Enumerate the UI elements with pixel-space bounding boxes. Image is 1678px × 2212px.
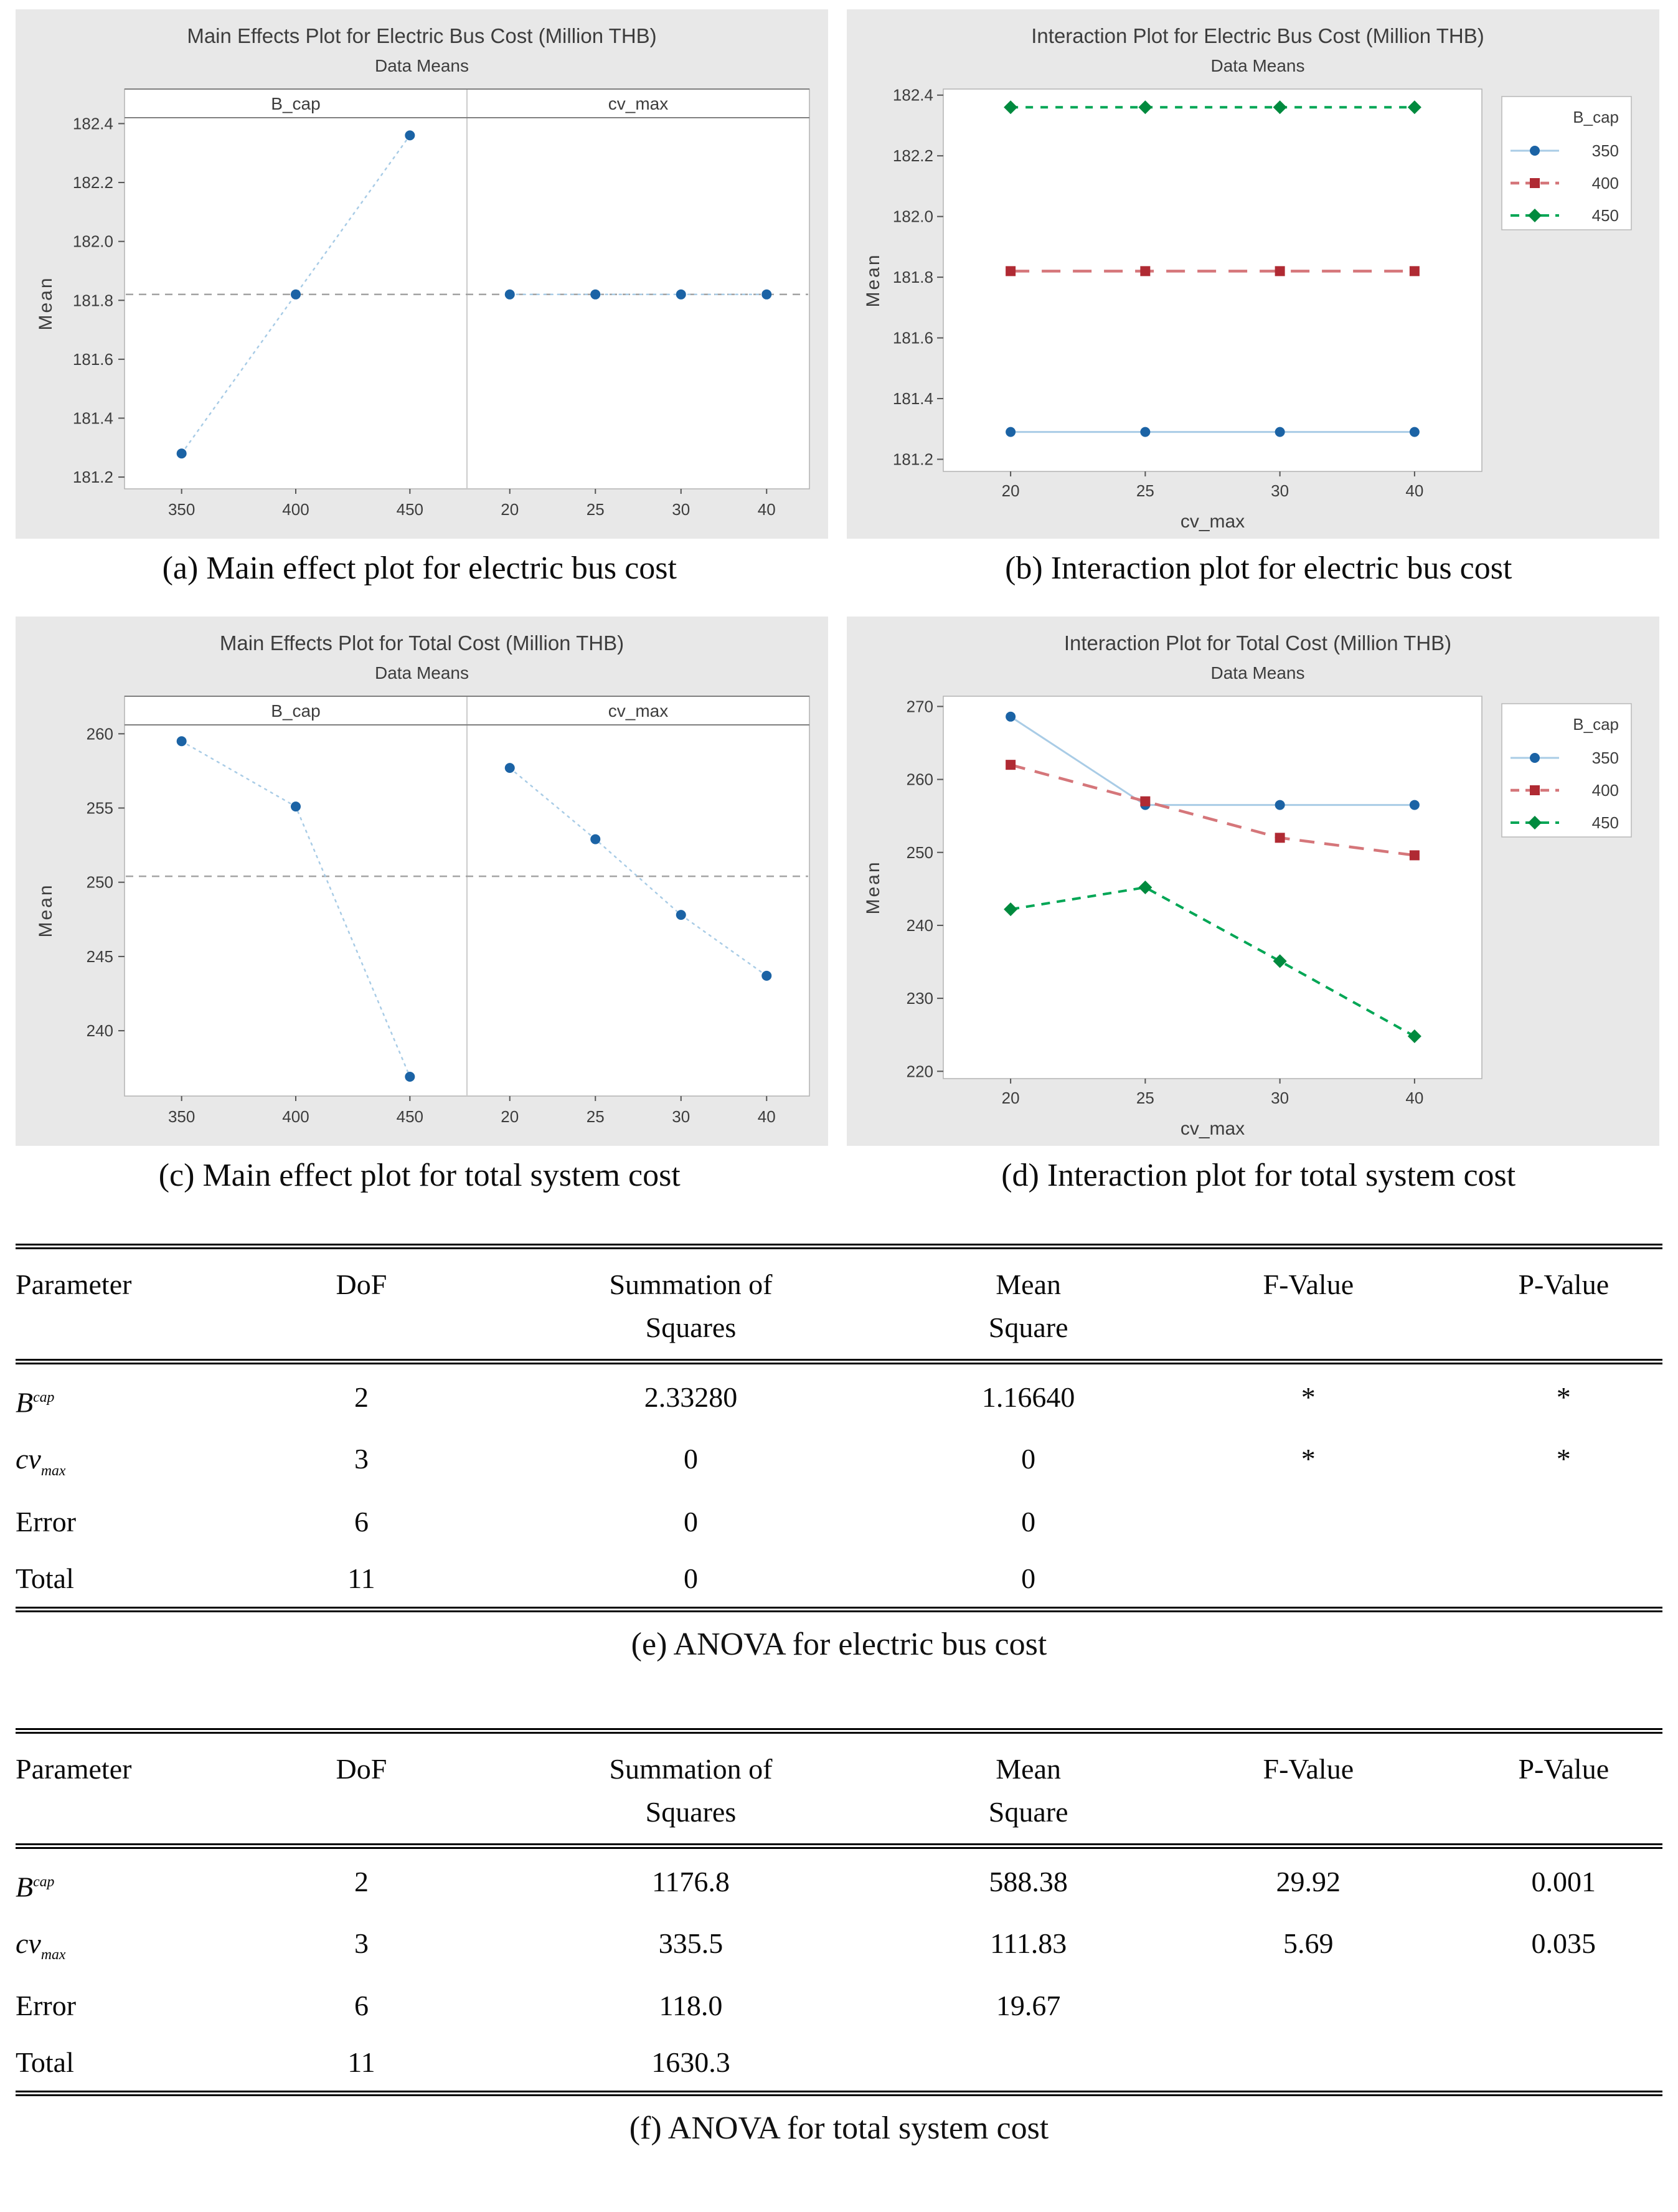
y-tick-label: 260 — [87, 724, 113, 743]
panel-label: B_cap — [271, 701, 320, 721]
table-row — [16, 1846, 1662, 1915]
circle-marker — [1275, 800, 1285, 810]
y-tick-label: 270 — [907, 697, 933, 716]
parameter-cell: Total — [16, 1550, 246, 1610]
x-tick-label: 30 — [672, 1107, 690, 1126]
parameter-cell: Total — [16, 2034, 246, 2094]
value-cell: * — [1465, 1430, 1662, 1493]
y-tick-label: 250 — [907, 843, 933, 862]
value-cell: 118.0 — [477, 1977, 905, 2034]
value-cell: 0 — [905, 1430, 1152, 1493]
parameter-cell: $cv_{max}$ — [16, 1430, 246, 1493]
table-row — [16, 1430, 1662, 1493]
table-row — [16, 1550, 1662, 1610]
chart-title: Main Effects Plot for Electric Bus Cost (Million THB) — [187, 24, 656, 47]
value-cell: 0 — [477, 1430, 905, 1493]
square-marker — [1410, 266, 1420, 276]
square-marker — [1410, 850, 1420, 860]
circle-marker — [1275, 427, 1285, 437]
y-axis-label: Mean — [863, 253, 884, 307]
x-tick-label: 30 — [1271, 1089, 1289, 1107]
column-header: Parameter — [16, 1731, 246, 1846]
column-header: DoF — [246, 1731, 476, 1846]
circle-marker — [291, 801, 301, 811]
chart-subtitle: Data Means — [375, 663, 469, 683]
x-tick-label: 25 — [1136, 1089, 1154, 1107]
circle-marker — [1006, 427, 1016, 437]
column-header: Mean Square — [905, 1247, 1152, 1362]
value-cell: * — [1152, 1362, 1465, 1431]
y-tick-label: 182.4 — [73, 114, 113, 133]
chart-subtitle: Data Means — [375, 56, 469, 75]
x-tick-label: 25 — [587, 1107, 605, 1126]
value-cell: 2 — [246, 1362, 476, 1431]
caption-d: (d) Interaction plot for total system cost — [839, 1157, 1678, 1194]
caption-a: (a) Main effect plot for electric bus cost — [0, 550, 839, 587]
y-tick-label: 181.2 — [73, 468, 113, 486]
x-tick-label: 350 — [168, 1107, 195, 1126]
y-tick-label: 230 — [907, 989, 933, 1008]
x-tick-label: 40 — [1405, 481, 1423, 500]
chart-subtitle: Data Means — [1211, 663, 1305, 683]
y-tick-label: 181.4 — [73, 409, 113, 427]
circle-marker — [761, 971, 771, 981]
value-cell — [1152, 1977, 1465, 2034]
table-row — [16, 2034, 1662, 2094]
x-tick-label: 400 — [282, 1107, 309, 1126]
legend — [1502, 97, 1631, 230]
chart-main-effects-total-cost — [16, 617, 828, 1146]
circle-marker — [1410, 800, 1420, 810]
y-axis-label: Mean — [35, 883, 56, 937]
value-cell: 6 — [246, 1493, 476, 1550]
value-cell: 19.67 — [905, 1977, 1152, 2034]
circle-marker — [505, 290, 515, 300]
table-body — [16, 1362, 1662, 1610]
legend-item-label: 450 — [1592, 813, 1619, 832]
column-header: Mean Square — [905, 1731, 1152, 1846]
square-marker — [1006, 266, 1016, 276]
header-row — [16, 1731, 1662, 1846]
column-header: F-Value — [1152, 1247, 1465, 1362]
y-tick-label: 250 — [87, 873, 113, 892]
square-marker — [1275, 833, 1285, 843]
value-cell: 0.001 — [1465, 1846, 1662, 1915]
value-cell: 2 — [246, 1846, 476, 1915]
y-axis-label: Mean — [35, 276, 56, 330]
value-cell: * — [1152, 1430, 1465, 1493]
x-tick-label: 40 — [1405, 1089, 1423, 1107]
caption-c: (c) Main effect plot for total system cost — [0, 1157, 839, 1194]
chart-row-bottom — [0, 617, 1678, 1146]
y-tick-label: 181.6 — [893, 329, 933, 347]
chart-title: Interaction Plot for Total Cost (Million THB) — [1064, 631, 1451, 655]
y-tick-label: 260 — [907, 770, 933, 789]
table-header — [16, 1247, 1662, 1362]
parameter-cell: $cv_{max}$ — [16, 1915, 246, 1977]
value-cell: 0.035 — [1465, 1915, 1662, 1977]
x-tick-label: 25 — [1136, 481, 1154, 500]
circle-marker — [761, 290, 771, 300]
y-tick-label: 181.2 — [893, 450, 933, 469]
table-row — [16, 1977, 1662, 2034]
legend — [1502, 704, 1631, 837]
y-tick-label: 220 — [907, 1062, 933, 1080]
value-cell — [1465, 2034, 1662, 2094]
x-tick-label: 30 — [1271, 481, 1289, 500]
circle-marker — [590, 834, 600, 844]
x-tick-label: 20 — [501, 1107, 519, 1126]
y-tick-label: 240 — [907, 916, 933, 935]
value-cell — [905, 2034, 1152, 2094]
x-tick-label: 450 — [397, 1107, 423, 1126]
x-axis-label: cv_max — [1181, 1118, 1245, 1139]
caption-e: (e) ANOVA for electric bus cost — [0, 1626, 1678, 1663]
value-cell — [1465, 1550, 1662, 1610]
panel-label: B_cap — [271, 94, 320, 113]
value-cell: 1630.3 — [477, 2034, 905, 2094]
x-tick-label: 20 — [501, 500, 519, 519]
x-tick-label: 30 — [672, 500, 690, 519]
legend-item-label: 400 — [1592, 781, 1619, 800]
table-row — [16, 1362, 1662, 1431]
parameter-cell: Error — [16, 1493, 246, 1550]
y-tick-label: 182.4 — [893, 86, 933, 105]
x-tick-label: 20 — [1002, 481, 1020, 500]
header-row — [16, 1247, 1662, 1362]
column-header: P-Value — [1465, 1731, 1662, 1846]
value-cell: 1176.8 — [477, 1846, 905, 1915]
square-marker — [1275, 266, 1285, 276]
parameter-cell: $B^{cap}$ — [16, 1362, 246, 1431]
column-header: Parameter — [16, 1247, 246, 1362]
caption-row-bottom — [0, 1157, 1678, 1194]
column-header: Summation of Squares — [477, 1247, 905, 1362]
y-tick-label: 181.4 — [893, 389, 933, 408]
table-row — [16, 1915, 1662, 1977]
value-cell: 11 — [246, 2034, 476, 2094]
y-tick-label: 181.8 — [73, 291, 113, 310]
value-cell: 11 — [246, 1550, 476, 1610]
anova-table-block-e — [0, 1244, 1678, 1663]
square-marker — [1530, 785, 1540, 795]
value-cell — [1465, 1977, 1662, 2034]
caption-row-top — [0, 550, 1678, 587]
circle-marker — [505, 763, 515, 773]
value-cell: 1.16640 — [905, 1362, 1152, 1431]
square-marker — [1006, 760, 1016, 770]
caption-f: (f) ANOVA for total system cost — [0, 2110, 1678, 2147]
value-cell — [1465, 1493, 1662, 1550]
value-cell: * — [1465, 1362, 1662, 1431]
square-marker — [1530, 178, 1540, 188]
x-tick-label: 40 — [758, 1107, 776, 1126]
square-marker — [1140, 266, 1150, 276]
main-effects-bus-cost-plot — [16, 9, 828, 539]
x-tick-label: 350 — [168, 500, 195, 519]
circle-marker — [405, 1072, 415, 1082]
parameter-cell: $B^{cap}$ — [16, 1846, 246, 1915]
legend-item-label: 400 — [1592, 174, 1619, 192]
value-cell: 0 — [477, 1493, 905, 1550]
x-tick-label: 450 — [397, 500, 423, 519]
circle-marker — [1530, 753, 1540, 763]
anova-table-block-f — [0, 1728, 1678, 2147]
chart-interaction-total-cost — [847, 617, 1659, 1146]
table-body — [16, 1846, 1662, 2094]
column-header: DoF — [246, 1247, 476, 1362]
legend-item-label: 450 — [1592, 206, 1619, 225]
value-cell: 29.92 — [1152, 1846, 1465, 1915]
x-tick-label: 25 — [587, 500, 605, 519]
table-header — [16, 1731, 1662, 1846]
square-marker — [1140, 796, 1150, 806]
value-cell: 335.5 — [477, 1915, 905, 1977]
anova-table-electric-bus — [16, 1244, 1662, 1612]
value-cell — [1152, 1493, 1465, 1550]
legend-item-label: 350 — [1592, 141, 1619, 160]
panel-label: cv_max — [608, 94, 668, 113]
circle-marker — [177, 448, 187, 458]
x-tick-label: 400 — [282, 500, 309, 519]
value-cell — [1152, 2034, 1465, 2094]
interaction-total-cost-plot — [847, 617, 1659, 1146]
legend-title: B_cap — [1573, 715, 1619, 734]
y-tick-label: 181.8 — [893, 268, 933, 286]
value-cell: 3 — [246, 1915, 476, 1977]
panel-label: cv_max — [608, 701, 668, 721]
value-cell: 5.69 — [1152, 1915, 1465, 1977]
value-cell: 111.83 — [905, 1915, 1152, 1977]
circle-marker — [1006, 712, 1016, 722]
y-tick-label: 182.2 — [73, 173, 113, 192]
column-header: P-Value — [1465, 1247, 1662, 1362]
circle-marker — [1530, 146, 1540, 156]
circle-marker — [405, 130, 415, 140]
y-tick-label: 182.2 — [893, 146, 933, 165]
value-cell: 6 — [246, 1977, 476, 2034]
chart-title: Main Effects Plot for Total Cost (Million THB) — [220, 631, 624, 655]
value-cell — [1152, 1550, 1465, 1610]
y-tick-label: 182.0 — [893, 207, 933, 226]
x-axis-label: cv_max — [1181, 511, 1245, 532]
x-tick-label: 20 — [1002, 1089, 1020, 1107]
y-tick-label: 240 — [87, 1021, 113, 1040]
main-effects-total-cost-plot — [16, 617, 828, 1146]
legend-item-label: 350 — [1592, 749, 1619, 767]
table-row — [16, 1493, 1662, 1550]
circle-marker — [291, 290, 301, 300]
chart-interaction-bus-cost — [847, 9, 1659, 539]
interaction-bus-cost-plot — [847, 9, 1659, 539]
column-header: F-Value — [1152, 1731, 1465, 1846]
y-tick-label: 255 — [87, 799, 113, 818]
chart-main-effects-bus-cost — [16, 9, 828, 539]
y-tick-label: 181.6 — [73, 350, 113, 369]
value-cell: 0 — [905, 1550, 1152, 1610]
anova-table-total-system — [16, 1728, 1662, 2097]
column-header: Summation of Squares — [477, 1731, 905, 1846]
chart-subtitle: Data Means — [1211, 56, 1305, 75]
circle-marker — [590, 290, 600, 300]
parameter-cell: Error — [16, 1977, 246, 2034]
anova-tables-section — [0, 1244, 1678, 2147]
value-cell: 588.38 — [905, 1846, 1152, 1915]
circle-marker — [1410, 427, 1420, 437]
x-tick-label: 40 — [758, 500, 776, 519]
legend-title: B_cap — [1573, 108, 1619, 126]
value-cell: 3 — [246, 1430, 476, 1493]
y-tick-label: 245 — [87, 947, 113, 966]
circle-marker — [177, 736, 187, 746]
chart-row-top — [0, 9, 1678, 539]
chart-title: Interaction Plot for Electric Bus Cost (Million THB) — [1031, 24, 1484, 47]
circle-marker — [676, 290, 686, 300]
y-axis-label: Mean — [863, 860, 884, 914]
circle-marker — [1140, 427, 1150, 437]
caption-b: (b) Interaction plot for electric bus cost — [839, 550, 1678, 587]
y-tick-label: 182.0 — [73, 232, 113, 251]
value-cell: 2.33280 — [477, 1362, 905, 1431]
circle-marker — [676, 910, 686, 920]
value-cell: 0 — [905, 1493, 1152, 1550]
value-cell: 0 — [477, 1550, 905, 1610]
